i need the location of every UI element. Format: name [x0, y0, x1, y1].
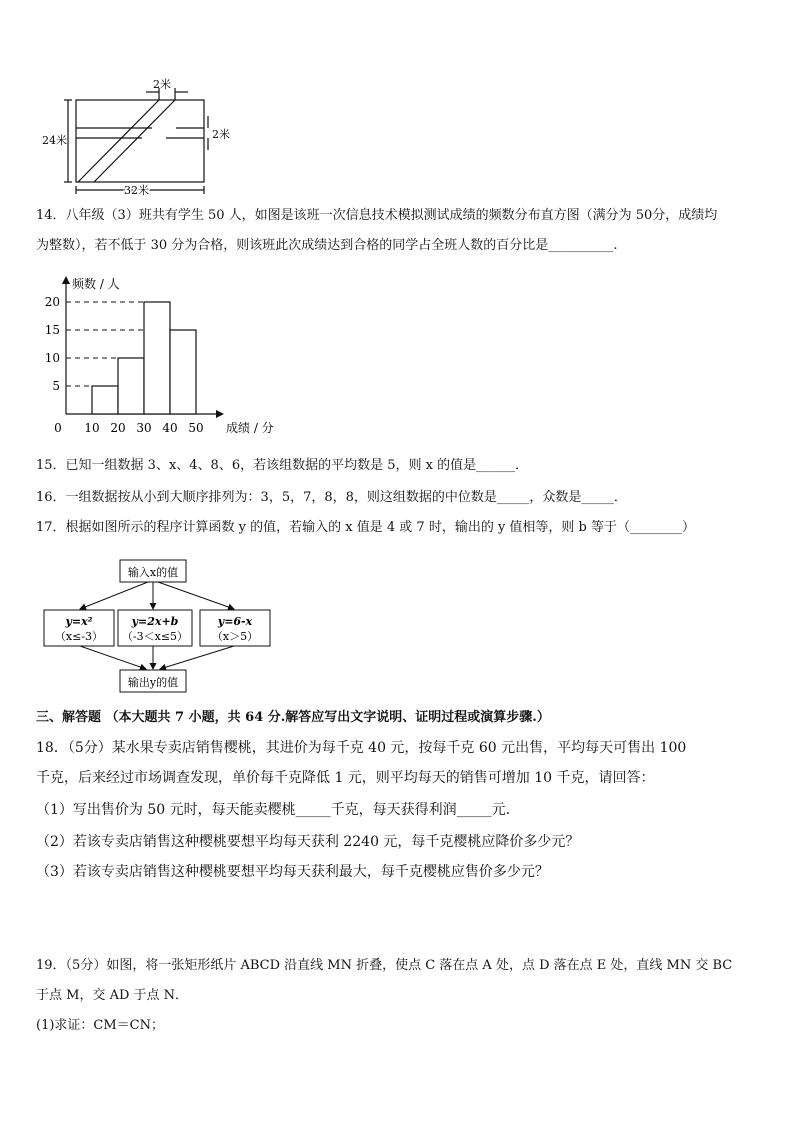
- label-road-width-right: 2米: [212, 128, 230, 141]
- label-field-width: 32米: [124, 184, 149, 197]
- question-19-sub1: (1)求证：CM＝CN；: [36, 1018, 164, 1033]
- question-18-line2: 千克，后来经过市场调查发现，单价每千克降低 1 元，则平均每天的销售可增加 10 千克，请回答：: [36, 770, 655, 786]
- x-tick-label: 20: [110, 421, 126, 435]
- label-field-height: 24米: [42, 134, 67, 147]
- road-slant-right: [94, 100, 175, 182]
- question-18-sub3: （3）若该专卖店销售这种樱桃要想平均每天获利最大，每千克樱桃应售价多少元？: [36, 864, 549, 880]
- bar-30-40: [144, 302, 170, 414]
- question-14-line2: 为整数），若不低于 30 分为合格，则该班此次成绩达到合格的同学占全班人数的百分比是__________.: [36, 238, 618, 253]
- bar-20-30: [118, 358, 144, 414]
- middle-formula: y=2x+b: [131, 615, 179, 628]
- bar-10-20: [92, 386, 118, 414]
- road-slant-left: [78, 100, 159, 182]
- y-tick-label: 5: [52, 379, 60, 393]
- x-tick-label: 10: [84, 421, 100, 435]
- output-label: 输出y的值: [127, 676, 179, 689]
- histogram-chart: [40, 274, 280, 446]
- answer-blank-17: ________: [630, 520, 683, 535]
- question-16: 16．一组数据按从小到大顺序排列为：3，5，7，8，8，则这组数据的中位数是_____，众数是_____．: [36, 490, 627, 505]
- input-label: 输入x的值: [127, 566, 179, 579]
- y-tick-label: 20: [44, 295, 60, 309]
- answer-blank-16-mode: _____: [581, 490, 614, 505]
- question-19-line2: 于点 M，交 AD 于点 N．: [36, 988, 189, 1003]
- question-17: 17．根据如图所示的程序计算函数 y 的值，若输入的 x 值是 4 或 7 时，输出的 y 值相等，则 b 等于（________）: [36, 520, 696, 535]
- question-15: 15．已知一组数据 3、x、4、8、6，若该组数据的平均数是 5，则 x 的值是______．: [36, 458, 529, 473]
- x-tick-label: 0: [54, 421, 62, 435]
- y-axis-label: 频数 / 人: [72, 277, 120, 291]
- x-axis-arrow: [216, 410, 224, 418]
- question-18-sub1: （1）写出售价为 50 元时，每天能卖樱桃_____千克，每天获得利润_____元.: [36, 802, 511, 818]
- x-axis-label: 成绩 / 分: [226, 421, 274, 435]
- x-tick-label: 50: [188, 421, 204, 435]
- label-road-width-top: 2米: [153, 78, 171, 91]
- x-tick-label: 30: [136, 421, 152, 435]
- question-19-line1: 19．（5分）如图，将一张矩形纸片 ABCD 沿直线 MN 折叠，使点 C 落在点 A 处，点 D 落在点 E 处，直线 MN 交 BC: [36, 958, 733, 973]
- right-condition: （x＞5）: [211, 630, 259, 643]
- left-formula: y=x²: [65, 615, 93, 628]
- answer-blank-15: ______: [476, 458, 516, 473]
- answer-blank-14: __________: [548, 238, 614, 253]
- x-tick-label: 40: [162, 421, 178, 435]
- right-formula: y=6-x: [217, 615, 253, 628]
- y-tick-label: 15: [44, 323, 60, 337]
- bar-40-50: [170, 330, 196, 414]
- field-rectangle: [76, 100, 204, 182]
- answer-blank-16-median: _____: [496, 490, 530, 505]
- question-14-line1: 14．八年级（3）班共有学生 50 人，如图是该班一次信息技术模拟测试成绩的频数分布直方图（满分为 50分，成绩均: [36, 208, 718, 223]
- left-condition: （x≤-3）: [54, 630, 104, 643]
- section-heading: 三、解答题 （本大题共 7 小题，共 64 分.解答应写出文字说明、证明过程或演算步骤.）: [36, 710, 550, 725]
- y-axis-arrow: [62, 276, 70, 284]
- question-14-text: 为整数），若不低于 30 分为合格，则该班此次成绩达到合格的同学占全班人数的百分比是: [36, 238, 549, 253]
- answer-blank-18-profit: _____: [456, 802, 492, 818]
- program-flowchart: [40, 556, 285, 698]
- middle-condition: （-3＜x≤5）: [121, 630, 189, 643]
- answer-blank-18-kg: _____: [295, 802, 331, 818]
- y-tick-label: 10: [44, 351, 60, 365]
- road-diagram: [36, 70, 256, 200]
- question-18-line1: 18．（5分）某水果专卖店销售樱桃，其进价为每千克 40 元，按每千克 60 元出售，平均每天可售出 100: [36, 740, 687, 756]
- question-18-sub2: （2）若该专卖店销售这种樱桃要想平均每天获利 2240 元，每千克樱桃应降价多少元？: [36, 834, 580, 850]
